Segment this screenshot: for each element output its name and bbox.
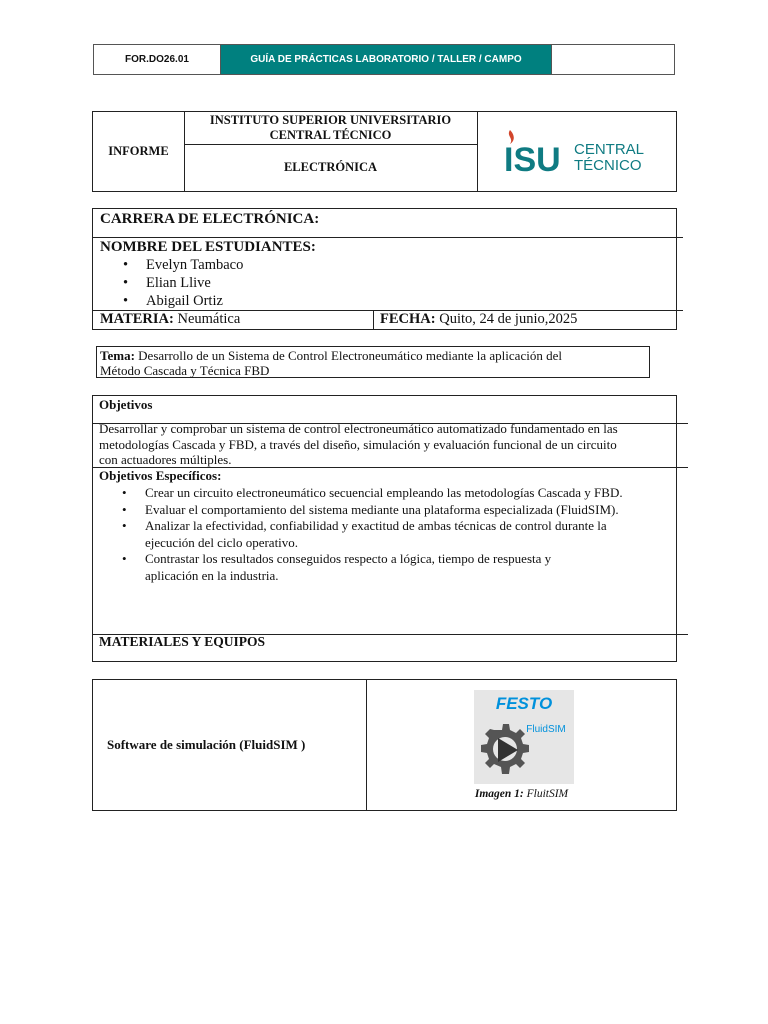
festo-brand: FESTO bbox=[495, 694, 553, 713]
subject-cell bbox=[93, 310, 374, 329]
specific-objective-line: Analizar la efectividad, confiabilidad y exactitud de ambas técnicas de control durante la bbox=[145, 518, 607, 533]
materials-heading: MATERIALES Y EQUIPOS bbox=[99, 634, 266, 649]
fluidsim-image bbox=[474, 690, 574, 784]
materials-table bbox=[92, 679, 677, 811]
students-list bbox=[100, 256, 683, 310]
topic-text-line1: Desarrollo de un Sistema de Control Electroneumático mediante la aplicación del bbox=[138, 348, 562, 363]
specific-objective-line: Contrastar los resultados conseguidos respecto a lógica, tiempo de respuesta y bbox=[145, 551, 552, 566]
specific-objective-line: aplicación en la industria. bbox=[145, 567, 279, 583]
topic-box bbox=[96, 346, 650, 378]
objectives-label: Objetivos bbox=[93, 396, 688, 424]
specific-objectives-label: Objetivos Específicos: bbox=[99, 468, 222, 483]
image-caption bbox=[367, 788, 676, 800]
topic-text-line2: Método Cascada y Técnica FBD bbox=[100, 363, 270, 378]
institution-area: ELECTRÓNICA bbox=[184, 144, 478, 191]
objectives-table bbox=[92, 395, 677, 662]
general-objective bbox=[93, 421, 688, 468]
caption-label: Imagen 1: bbox=[474, 788, 524, 800]
general-objective-line: Desarrollar y comprobar un sistema de control electroneumático automatizado fundamentado en las bbox=[99, 421, 618, 436]
specific-objective-line: Crear un circuito electroneumático secuencial empleando las metodologías Cascada y FBD. bbox=[145, 485, 623, 500]
general-objective-line: con actuadores múltiples. bbox=[99, 452, 232, 467]
institution-table bbox=[92, 111, 677, 192]
logo-word-tecnico: TÉCNICO bbox=[573, 156, 641, 174]
isu-letters: ISU bbox=[503, 140, 561, 179]
specific-objective-line: Evaluar el comportamiento del sistema mediante una plataforma especializada (FluidSIM). bbox=[145, 501, 619, 517]
students-cell bbox=[93, 237, 683, 311]
fluidsim-product: FluidSIM bbox=[526, 724, 566, 735]
date-cell bbox=[374, 310, 676, 329]
specific-objective-item bbox=[145, 551, 682, 584]
subject-value: Neumática bbox=[177, 311, 241, 327]
topic-label: Tema: bbox=[100, 348, 135, 363]
software-name: Software de simulación (FluidSIM ) bbox=[93, 680, 367, 810]
students-label: NOMBRE DEL ESTUDIANTES: bbox=[100, 239, 316, 255]
isu-logo-graphic bbox=[502, 124, 652, 180]
specific-objective-item bbox=[145, 502, 682, 519]
caption-text: FluitSIM bbox=[526, 788, 569, 800]
form-title: GUÍA DE PRÁCTICAS LABORATORIO / TALLER / CAMPO bbox=[221, 45, 551, 74]
subject-date-row bbox=[93, 310, 676, 329]
specific-objective-item bbox=[145, 485, 682, 502]
institution-name-line1: INSTITUTO SUPERIOR UNIVERSITARIO bbox=[209, 113, 452, 127]
report-type: INFORME bbox=[93, 112, 185, 191]
student-item: • Evelyn Tambaco bbox=[146, 256, 683, 274]
student-item: • Elian Llive bbox=[146, 274, 683, 292]
career-label: CARRERA DE ELECTRÓNICA: bbox=[93, 209, 683, 238]
form-code: FOR.DO26.01 bbox=[94, 45, 221, 74]
student-item: • Abigail Ortiz bbox=[146, 292, 683, 310]
software-image-cell bbox=[367, 680, 676, 810]
specific-objective-line: ejecución del ciclo operativo. bbox=[145, 534, 299, 550]
general-objective-line: metodologías Cascada y FBD, a través del diseño, simulación y evaluación funcional de un circuito bbox=[99, 436, 617, 452]
specific-objective-item bbox=[145, 518, 682, 551]
subject-label: MATERIA: bbox=[100, 311, 174, 327]
institution-name-line2: CENTRAL TÉCNICO bbox=[269, 128, 392, 142]
date-label: FECHA: bbox=[380, 311, 436, 327]
specific-objectives bbox=[93, 467, 688, 635]
logo-word-central: CENTRAL bbox=[573, 140, 644, 158]
date-value: Quito, 24 de junio,2025 bbox=[439, 311, 578, 327]
institution-name bbox=[184, 112, 478, 145]
form-header-blank bbox=[551, 45, 674, 74]
student-info-table bbox=[92, 208, 677, 330]
isu-logo bbox=[477, 112, 676, 191]
form-header bbox=[93, 44, 675, 75]
specific-objectives-list bbox=[99, 485, 682, 584]
